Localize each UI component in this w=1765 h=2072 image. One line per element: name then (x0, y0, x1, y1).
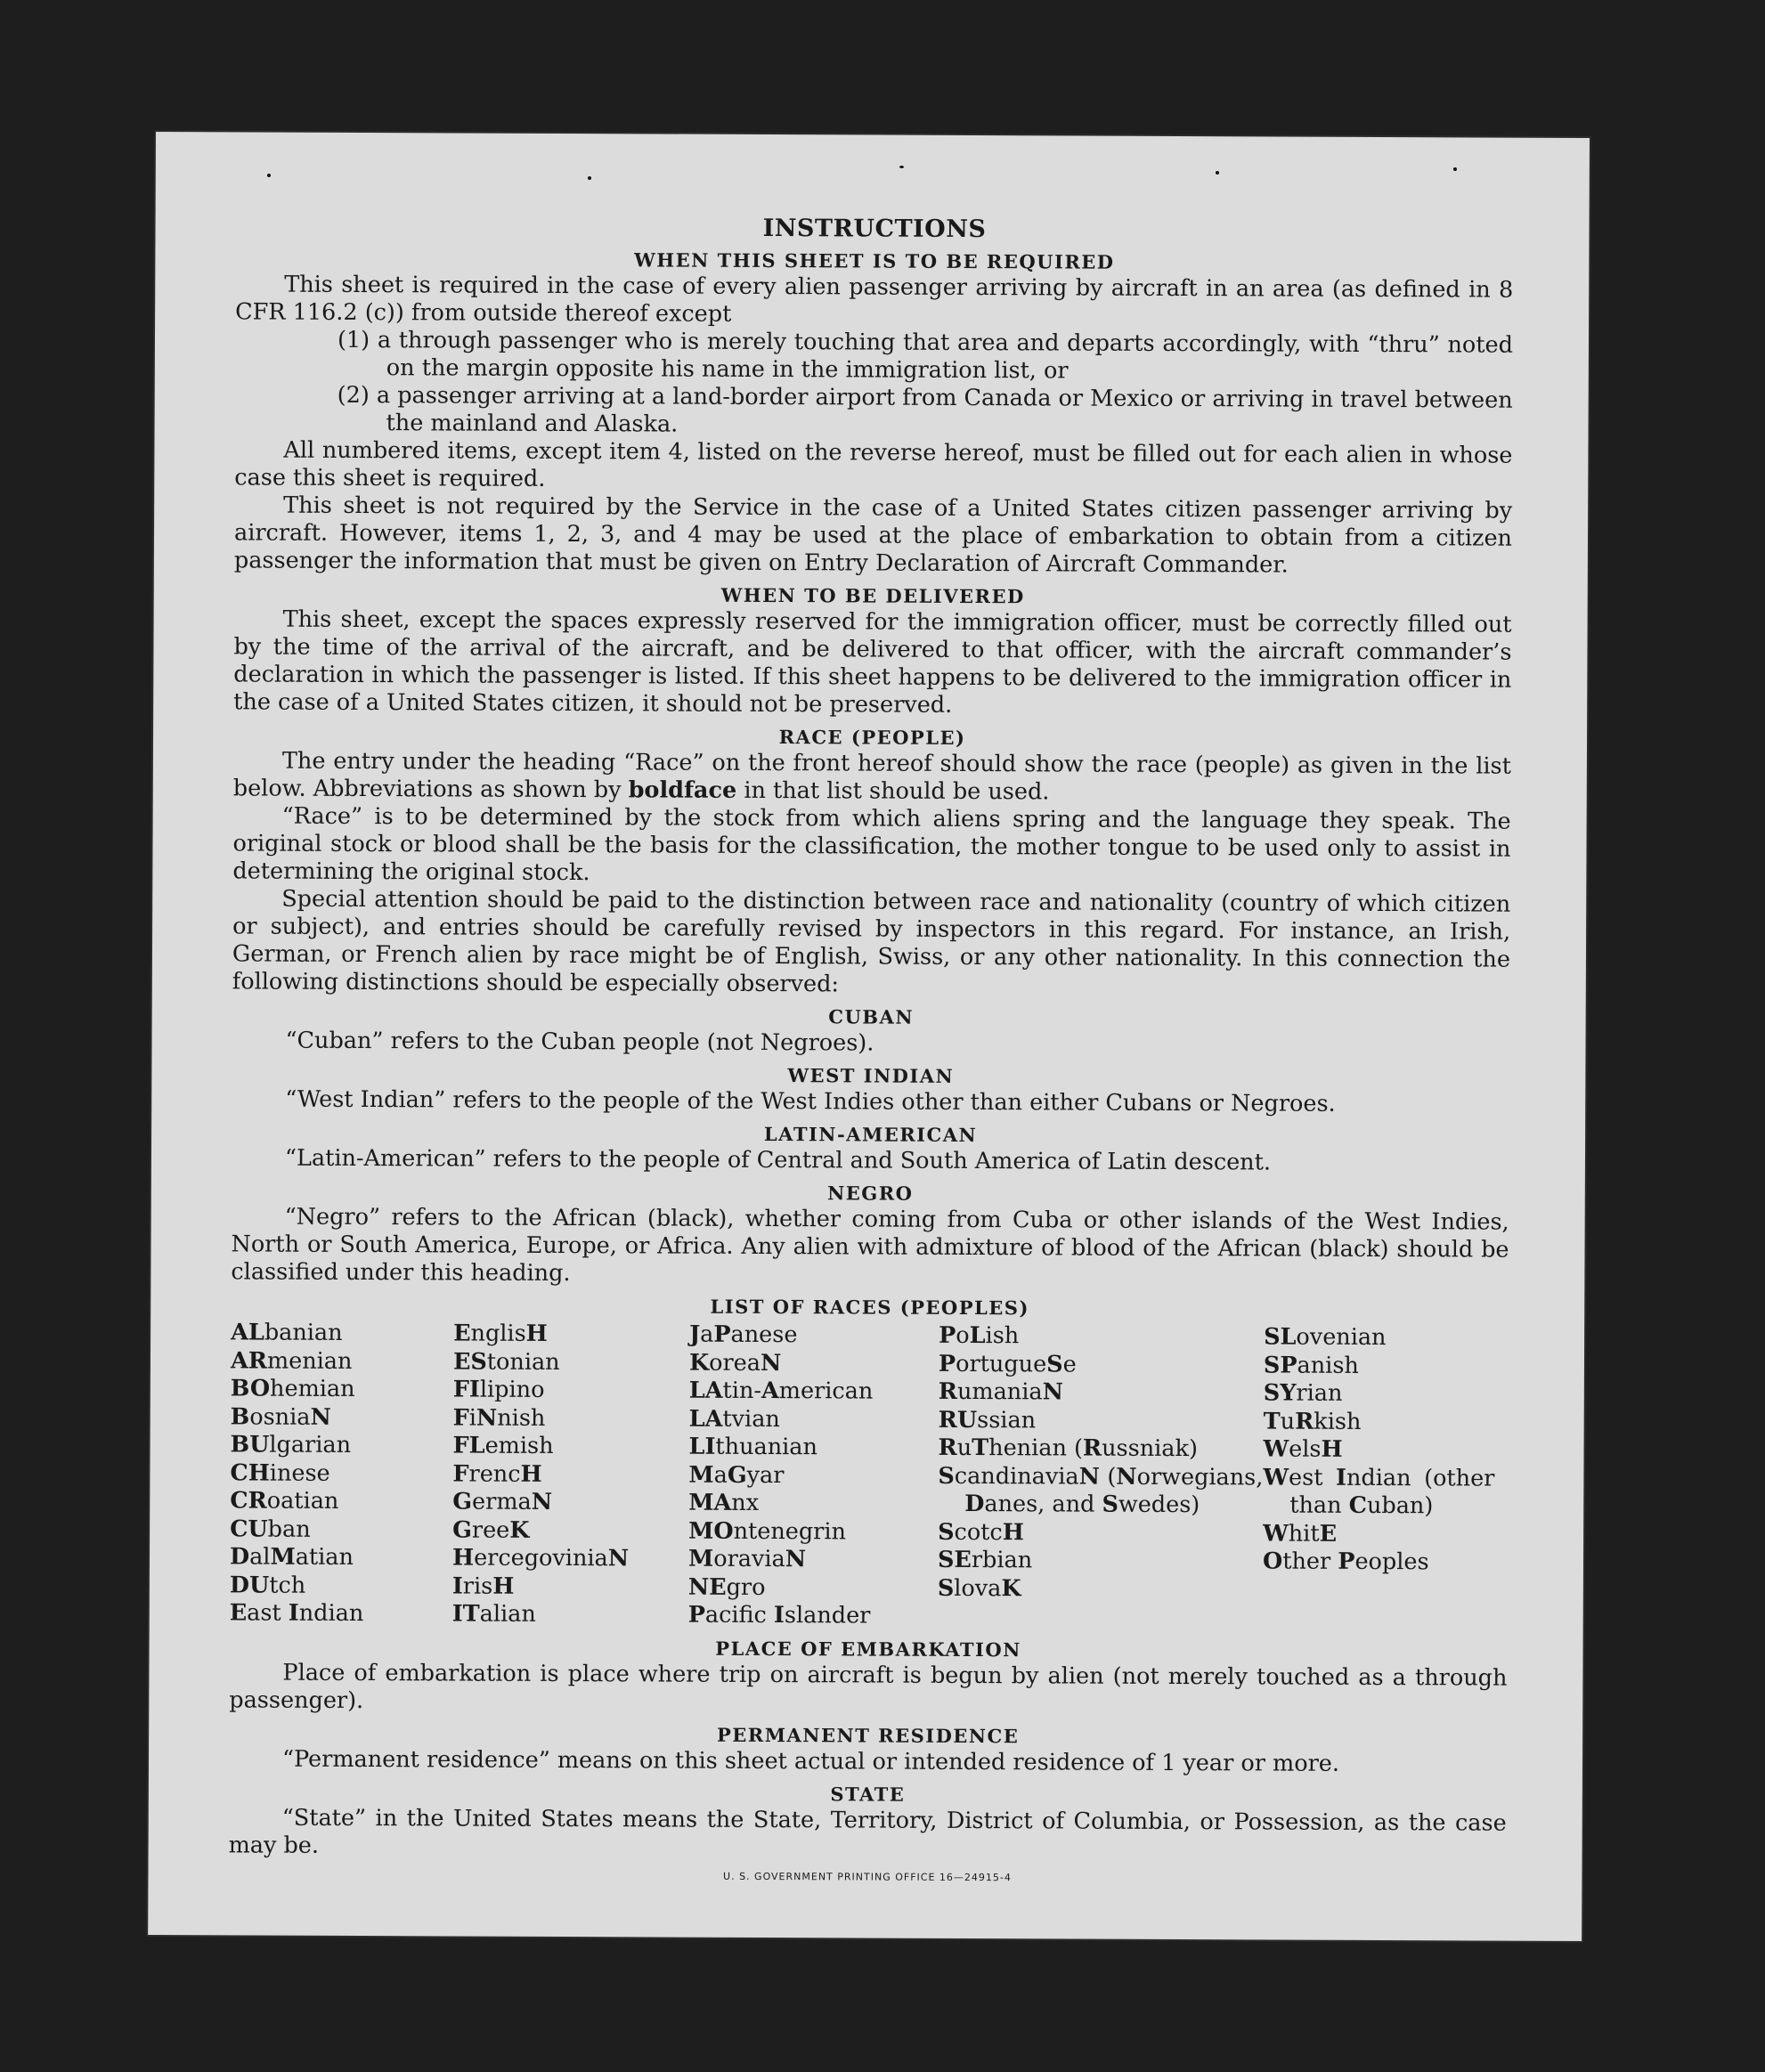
race-list-item: GermaN (452, 1488, 553, 1515)
cuban-definition: “Cuban” refers to the Cuban people (not Negroes). (285, 1027, 874, 1057)
race-list-item: MaGyar (688, 1461, 785, 1489)
race-list-item: EnglisH (453, 1320, 548, 1347)
race-list-item: RuThenian (Russniak) (938, 1434, 1199, 1463)
scan-speck (267, 174, 271, 177)
exception-item-1: (1) a through passenger who is merely touching that area and departs accordingly, with “thru” noted on the margin opposite his name in the immigration list, or (337, 326, 1514, 385)
race-list-item: BOhemian (230, 1375, 355, 1402)
race-list-item: BosniaN (230, 1402, 331, 1431)
race-list-item: LAtin-American (688, 1377, 874, 1405)
exception-item-2: (2) a passenger arriving at a land-border airport from Canada or Mexico or arriving in travel between the mainland and Alaska. (337, 381, 1513, 438)
latin-american-definition: “Latin-American” refers to the people of Central and South America of Latin descent. (284, 1144, 1272, 1176)
race-list-item: MOntenegrin (688, 1517, 847, 1545)
negro-definition: “Negro” refers to the African (black), whether coming from Cuba or other islands of the West Indies, North or South America, Europe, or Africa. Any alien with admixture of blood of the African (black) should be classified under this heading. (231, 1203, 1509, 1288)
race-list-item: WhitE (1263, 1519, 1338, 1548)
race-list-item: KoreaN (688, 1349, 782, 1377)
heading-latin-american: LATIN-AMERICAN (763, 1122, 978, 1147)
race-entry-text-a: The entry under the heading “Race” on the front hereof should show the race (people) as given in the list below. Abbreviations as shown by (232, 747, 1511, 804)
race-list-item: WelsH (1263, 1435, 1343, 1463)
residence-definition: “Permanent residence” means on this sheet actual or intended residence of 1 year or more. (281, 1745, 1340, 1777)
scan-speck (588, 176, 591, 180)
race-column-4 (938, 1322, 1265, 1632)
race-list-item: ITalian (451, 1600, 536, 1628)
race-list-item: TuRkish (1263, 1407, 1362, 1435)
document-page (148, 132, 1590, 1941)
race-list-item: RumaniaN (938, 1377, 1064, 1406)
race-entry-text (233, 747, 1511, 808)
race-list-item: LAtvian (688, 1405, 780, 1433)
embarkation-definition: Place of embarkation is place where trip on aircraft is begun by alien (not merely touched as a through passenger). (229, 1659, 1508, 1714)
race-column-3 (688, 1321, 939, 1631)
required-citizen-note: This sheet is not required by the Service in the case of a United States citizen passenger arriving by aircraft. However, items 1, 2, 3, and 4 may be used at the place of embarkation to obtain from a citizen passenger the information that must be given on Entry Declaration of Aircraft Commander. (233, 492, 1513, 579)
race-list-item: LIthuanian (688, 1433, 818, 1461)
race-list-item: SYrian (1263, 1379, 1343, 1407)
race-list-item: DUtch (229, 1571, 306, 1599)
race-distinction-text: Special attention should be paid to the distinction between race and nationality (country of which citizen or subject), and entries should be carefully revised by inspectors in this regard. For instance, an Irish, German, or French alien by race might be of English, Swiss, or any other nationality. In this connection the following distinctions should be especially observed: (232, 885, 1511, 998)
race-list-item: PortugueSe (938, 1350, 1077, 1378)
race-list-item: NEgro (687, 1573, 766, 1601)
race-entry-text-b: in that list should be used. (736, 776, 1050, 806)
required-intro: This sheet is required in the case of every alien passenger arriving by aircraft in an area (as defined in 8 CFR 116.2 (c)) from outside thereof except (235, 271, 1514, 328)
race-column-5 (1263, 1323, 1496, 1633)
race-list (230, 1319, 1509, 1633)
race-list-item: FiNnish (452, 1403, 546, 1432)
race-list-item: GreeK (452, 1515, 530, 1544)
race-list-item: SlovaK (937, 1574, 1021, 1602)
required-numbered-items: All numbered items, except item 4, listed on the reverse hereof, must be filled out for each alien in whose case this sheet is required. (234, 436, 1513, 492)
race-list-item: CRoatian (230, 1487, 339, 1515)
race-entry-bold: boldface (628, 776, 737, 804)
race-list-item: IrisH (451, 1572, 515, 1600)
race-list-item: JaPanese (689, 1320, 798, 1349)
race-column-1 (230, 1319, 454, 1629)
race-list-item: PoLish (939, 1321, 1020, 1350)
race-list-item: MAnx (688, 1489, 760, 1516)
race-list-item: Pacific Islander (687, 1601, 871, 1629)
race-list-item: ScandinaviaN (Norwegians, Danes, and Swedes) (938, 1462, 1264, 1519)
race-list-item: ScotcH (938, 1518, 1024, 1546)
page-title: INSTRUCTIONS (762, 214, 987, 244)
race-list-item: FrencH (452, 1459, 542, 1488)
race-stock-text: “Race” is to be determined by the stock from which aliens spring and the language they speak. The original stock or blood shall be the basis for the classification, the mother tongue to be used only to assist in determining the original stock. (232, 802, 1511, 887)
printing-office-footer: U. S. GOVERNMENT PRINTING OFFICE 16—24915-4 (723, 1870, 1012, 1883)
race-list-item: EStonian (452, 1347, 560, 1376)
scan-speck (1453, 167, 1457, 171)
heading-state: STATE (830, 1782, 906, 1806)
race-list-item: East Indian (229, 1599, 364, 1628)
race-list-item: Other Peoples (1262, 1548, 1429, 1576)
west-indian-definition: “West Indian” refers to the people of the West Indies other than either Cubans or Negroes. (285, 1085, 1336, 1117)
heading-negro: NEGRO (827, 1182, 914, 1205)
race-list-item: RUssian (938, 1406, 1037, 1434)
heading-cuban: CUBAN (828, 1005, 915, 1028)
race-list-item: SPanish (1263, 1351, 1359, 1379)
race-list-item: CUban (230, 1515, 311, 1543)
race-list-item: ALbanian (231, 1319, 343, 1346)
delivered-text: This sheet, except the spaces expressly reserved for the immigration officer, must be correctly filled out by the time of the arrival of the aircraft, and be delivered to that officer, with the aircraft commander’s declaration in which the passenger is listed. If this sheet happens to be delivered to the immigration officer in the case of a United States citizen, it should not be preserved. (233, 605, 1512, 719)
race-list-item: SLovenian (1264, 1323, 1387, 1352)
heading-when-delivered: WHEN TO BE DELIVERED (720, 583, 1025, 608)
race-column-2 (452, 1320, 690, 1629)
race-list-item: West Indian (other than Cuban) (1263, 1463, 1495, 1520)
race-list-item: SErbian (937, 1546, 1033, 1574)
race-list-item: DalMatian (229, 1543, 354, 1571)
race-list-item: MoraviaN (687, 1545, 807, 1573)
heading-list-of-races: LIST OF RACES (PEOPLES) (710, 1295, 1029, 1320)
race-list-item: BUlgarian (230, 1431, 352, 1459)
scan-speck (899, 166, 904, 168)
race-list-item: CHinese (230, 1459, 330, 1487)
heading-west-indian: WEST INDIAN (787, 1064, 955, 1087)
scan-speck (1216, 171, 1219, 175)
state-definition: “State” in the United States means the State, Territory, District of Columbia, or Possession, as the case may be. (228, 1804, 1507, 1859)
heading-permanent-residence: PERMANENT RESIDENCE (716, 1723, 1020, 1747)
race-list-item: HercegoviniaN (451, 1544, 630, 1572)
race-list-item: FIlipino (452, 1376, 545, 1403)
race-list-item: FLemish (452, 1432, 554, 1459)
heading-when-required: WHEN THIS SHEET IS TO BE REQUIRED (634, 248, 1115, 273)
race-list-item: ARmenian (230, 1346, 353, 1375)
heading-race: RACE (PEOPLE) (778, 726, 966, 749)
heading-embarkation: PLACE OF EMBARKATION (715, 1637, 1021, 1661)
